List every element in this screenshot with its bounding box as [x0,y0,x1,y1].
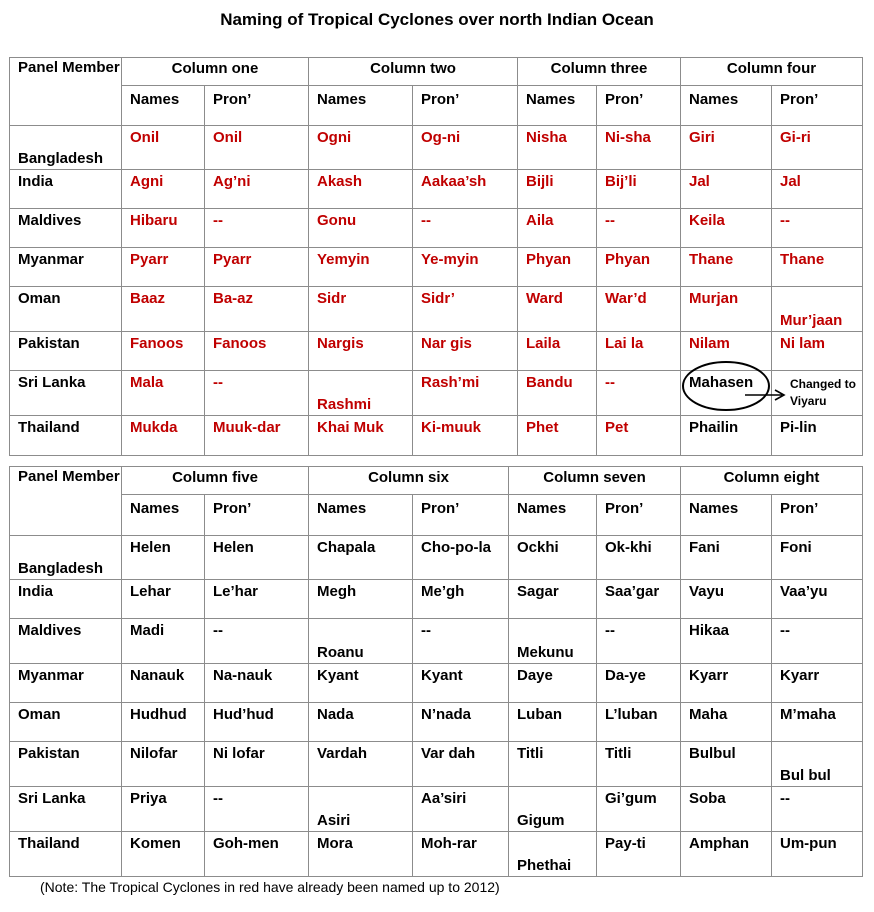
cyclone-name-cell: Khai Muk [309,416,413,456]
pronunciation-cell: Lai la [597,332,681,371]
pron-header: Pron’ [205,86,309,126]
pronunciation-cell: Helen [205,536,309,580]
pronunciation-cell: -- [597,619,681,664]
pronunciation-cell: Thane [772,248,863,287]
cyclone-name-cell: Mekunu [509,619,597,664]
pronunciation-cell: Vaa’yu [772,580,863,619]
cyclone-name-cell: Fanoos [122,332,205,371]
pronunciation-cell: Jal [772,170,863,209]
panel-member-cell: Sri Lanka [10,371,122,416]
column-header: Column five [122,467,309,495]
panel-member-header: Panel Member [10,467,122,536]
pronunciation-cell: Aakaa’sh [413,170,518,209]
cyclone-name-cell: Megh [309,580,413,619]
pronunciation-cell: Onil [205,126,309,170]
cyclone-name-cell: Amphan [681,832,772,877]
panel-member-cell: Thailand [10,416,122,456]
pronunciation-cell: Sidr’ [413,287,518,332]
cyclone-name-cell: Vayu [681,580,772,619]
pronunciation-cell: Ye-myin [413,248,518,287]
cyclone-name-cell: Ward [518,287,597,332]
panel-member-header: Panel Member [10,58,122,126]
pronunciation-cell: Var dah [413,742,509,787]
pronunciation-cell: Bul bul [772,742,863,787]
column-header: Column three [518,58,681,86]
pronunciation-cell: Og-ni [413,126,518,170]
pronunciation-cell: -- [413,209,518,248]
cyclone-name-cell: Yemyin [309,248,413,287]
cyclone-name-cell: Laila [518,332,597,371]
pron-header: Pron’ [597,86,681,126]
pronunciation-cell: Me’gh [413,580,509,619]
pronunciation-cell: -- [597,371,681,416]
pronunciation-cell: Hud’hud [205,703,309,742]
pronunciation-cell: Le’har [205,580,309,619]
cyclone-name-cell: Rashmi [309,371,413,416]
cyclone-name-cell: Gonu [309,209,413,248]
pronunciation-cell: War’d [597,287,681,332]
page-title: Naming of Tropical Cyclones over north Indian Ocean [220,10,654,29]
pronunciation-cell: Fanoos [205,332,309,371]
panel-member-cell: Thailand [10,832,122,877]
cyclone-name-cell: Nilam [681,332,772,371]
column-header: Column two [309,58,518,86]
panel-member-cell: Bangladesh [10,536,122,580]
cyclone-name-cell: Nanauk [122,664,205,703]
cyclone-name-cell: Vardah [309,742,413,787]
cyclone-name-cell: Pyarr [122,248,205,287]
pron-header: Pron’ [205,495,309,536]
pronunciation-cell: M’maha [772,703,863,742]
cyclone-name-cell: Gigum [509,787,597,832]
cyclone-name-cell: Daye [509,664,597,703]
pronunciation-cell: L’luban [597,703,681,742]
panel-member-cell: Bangladesh [10,126,122,170]
pronunciation-cell: Ok-khi [597,536,681,580]
cyclone-name-cell: Nilofar [122,742,205,787]
cyclone-name-cell: Bijli [518,170,597,209]
panel-member-cell: Oman [10,287,122,332]
pronunciation-cell: Na-nauk [205,664,309,703]
panel-member-cell: Myanmar [10,664,122,703]
pronunciation-cell: Moh-rar [413,832,509,877]
pron-header: Pron’ [413,495,509,536]
names-header: Names [309,86,413,126]
panel-member-cell: Oman [10,703,122,742]
pronunciation-cell: Um-pun [772,832,863,877]
cyclone-name-cell: Aila [518,209,597,248]
names-header: Names [509,495,597,536]
panel-member-cell: Pakistan [10,742,122,787]
pronunciation-cell: Pet [597,416,681,456]
cyclone-name-cell: Onil [122,126,205,170]
pronunciation-cell: Ni lam [772,332,863,371]
cyclone-name-cell: Lehar [122,580,205,619]
pronunciation-cell: Cho-po-la [413,536,509,580]
pronunciation-cell: Pay-ti [597,832,681,877]
pronunciation-cell: Ki-muuk [413,416,518,456]
cyclone-name-cell: Agni [122,170,205,209]
cyclone-name-cell: Phyan [518,248,597,287]
names-header: Names [122,495,205,536]
footnote: (Note: The Tropical Cyclones in red have already been named up to 2012) [40,879,500,895]
cyclone-name-cell: Nargis [309,332,413,371]
cyclone-name-cell: Bulbul [681,742,772,787]
cyclone-name-cell: Nisha [518,126,597,170]
panel-member-cell: India [10,580,122,619]
panel-member-cell: Sri Lanka [10,787,122,832]
changed-to-label: Changed to [790,377,856,391]
cyclone-name-cell: Phailin [681,416,772,456]
pronunciation-cell: -- [597,209,681,248]
cyclone-name-cell: Kyant [309,664,413,703]
pronunciation-cell: -- [772,619,863,664]
pronunciation-cell: -- [205,209,309,248]
cyclone-name-cell: Sagar [509,580,597,619]
pronunciation-cell: Rash’mi [413,371,518,416]
cyclone-name-cell: Kyarr [681,664,772,703]
column-header: Column one [122,58,309,86]
pronunciation-cell: Mur’jaan [772,287,863,332]
highlight-circle [683,362,769,410]
column-header: Column eight [681,467,863,495]
cyclone-name-cell: Helen [122,536,205,580]
cyclone-name-cell: Mukda [122,416,205,456]
pronunciation-cell: -- [205,619,309,664]
pronunciation-cell: Titli [597,742,681,787]
pronunciation-cell: Gi-ri [772,126,863,170]
column-header: Column six [309,467,509,495]
cyclone-name-cell: Luban [509,703,597,742]
cyclone-name-cell: Baaz [122,287,205,332]
pronunciation-cell: Aa’siri [413,787,509,832]
pronunciation-cell: Pi-lin [772,416,863,456]
pronunciation-cell: Bij’li [597,170,681,209]
cyclone-name-cell: Asiri [309,787,413,832]
pronunciation-cell: Ni lofar [205,742,309,787]
cyclone-name-cell: Ogni [309,126,413,170]
pronunciation-cell: Ba-az [205,287,309,332]
cyclone-name-cell: Bandu [518,371,597,416]
cyclone-name-cell: Keila [681,209,772,248]
cyclone-name-cell: Soba [681,787,772,832]
pron-header: Pron’ [772,86,863,126]
cyclone-name-cell: Phet [518,416,597,456]
pronunciation-cell: -- [205,787,309,832]
pronunciation-cell: Da-ye [597,664,681,703]
names-header: Names [681,495,772,536]
cyclone-name-cell: Akash [309,170,413,209]
pronunciation-cell: Foni [772,536,863,580]
cyclone-name-cell: Thane [681,248,772,287]
pronunciation-cell: -- [413,619,509,664]
pronunciation-cell: Ni-sha [597,126,681,170]
cyclone-name-cell: Giri [681,126,772,170]
viyaru-label: Viyaru [790,394,827,408]
pronunciation-cell: Pyarr [205,248,309,287]
pronunciation-cell: Kyarr [772,664,863,703]
pronunciation-cell: Saa’gar [597,580,681,619]
pronunciation-cell: -- [772,209,863,248]
cyclone-name-cell: Nada [309,703,413,742]
cyclone-name-cell: Komen [122,832,205,877]
pronunciation-cell: Phyan [597,248,681,287]
cyclone-name-cell: Madi [122,619,205,664]
pron-header: Pron’ [413,86,518,126]
pronunciation-cell: Ag’ni [205,170,309,209]
pron-header: Pron’ [772,495,863,536]
cyclone-name-cell: Sidr [309,287,413,332]
cyclone-name-cell: Maha [681,703,772,742]
pronunciation-cell: Kyant [413,664,509,703]
pronunciation-cell: Gi’gum [597,787,681,832]
cyclone-name-cell: Jal [681,170,772,209]
pronunciation-cell: -- [772,787,863,832]
column-header: Column four [681,58,863,86]
cyclone-name-cell: Roanu [309,619,413,664]
pron-header: Pron’ [597,495,681,536]
pronunciation-cell: Nar gis [413,332,518,371]
cyclone-name-cell: Hikaa [681,619,772,664]
column-header: Column seven [509,467,681,495]
pronunciation-cell: -- [205,371,309,416]
pronunciation-cell: Muuk-dar [205,416,309,456]
panel-member-cell: Maldives [10,209,122,248]
panel-member-cell: Maldives [10,619,122,664]
pronunciation-cell: N’nada [413,703,509,742]
cyclone-name-cell: Hudhud [122,703,205,742]
cyclone-name-cell: Hibaru [122,209,205,248]
names-header: Names [518,86,597,126]
cyclone-name-cell: Mala [122,371,205,416]
pronunciation-cell: Goh-men [205,832,309,877]
names-header: Names [122,86,205,126]
names-header: Names [681,86,772,126]
names-header: Names [309,495,413,536]
cyclone-name-cell: Chapala [309,536,413,580]
cyclone-name-cell: Phethai [509,832,597,877]
cyclone-name-cell: Titli [509,742,597,787]
cyclone-name-cell: Fani [681,536,772,580]
cyclone-name-cell: Murjan [681,287,772,332]
panel-member-cell: Pakistan [10,332,122,371]
panel-member-cell: Myanmar [10,248,122,287]
panel-member-cell: India [10,170,122,209]
cyclone-name-cell: Mora [309,832,413,877]
cyclone-name-cell: Priya [122,787,205,832]
cyclone-name-cell: Mahasen [681,371,772,416]
cyclone-name-cell: Ockhi [509,536,597,580]
